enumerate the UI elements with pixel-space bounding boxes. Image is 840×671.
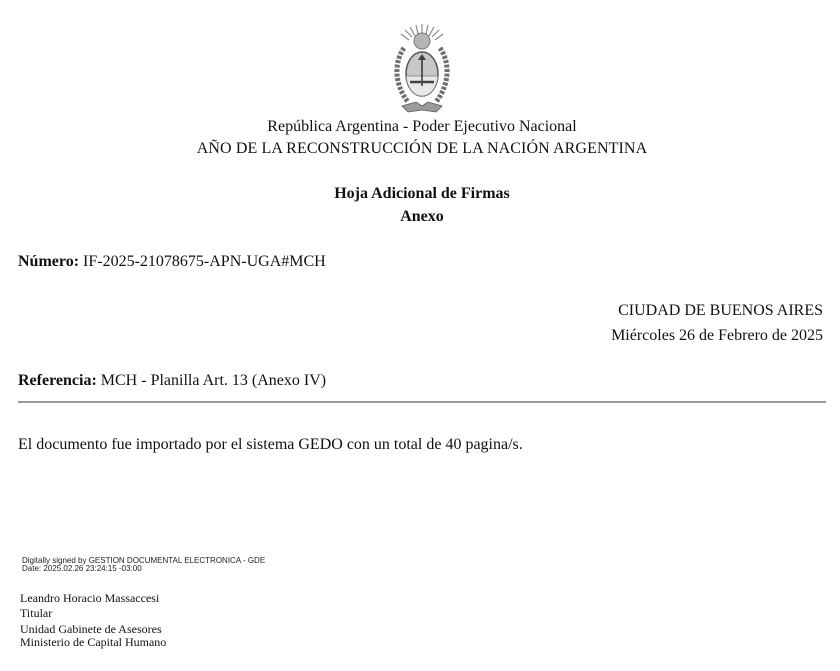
referencia-line <box>18 372 326 390</box>
divider <box>18 401 826 403</box>
numero-line <box>18 253 326 271</box>
referencia-value: MCH - Planilla Art. 13 (Anexo IV) <box>100 372 327 389</box>
page-subtitle: Anexo <box>400 208 444 225</box>
referencia-label: Referencia: <box>18 372 97 389</box>
signer-name: Leandro Horacio Massaccesi <box>20 591 160 605</box>
signature-date: Date: 2025.02.26 23:24:15 -03:00 <box>22 564 142 573</box>
signer-ministry: Ministerio de Capital Humano <box>20 635 167 649</box>
signer-unit: Unidad Gabinete de Asesores <box>20 622 162 636</box>
header-line-1: República Argentina - Poder Ejecutivo Nacional <box>267 118 577 135</box>
header-line-2: AÑO DE LA RECONSTRUCCIÓN DE LA NACIÓN ARGENTINA <box>196 140 648 157</box>
signature-signed-by: Digitally signed by GESTION DOCUMENTAL ELECTRONICA - GDE <box>22 556 266 565</box>
numero-label: Número: <box>18 253 80 270</box>
date-text: Miércoles 26 de Febrero de 2025 <box>611 327 823 344</box>
body-text: El documento fue importado por el sistema GEDO con un total de 40 pagina/s. <box>18 436 523 453</box>
signer-role: Titular <box>20 606 53 620</box>
argentina-coat-of-arms-icon <box>390 22 454 118</box>
numero-value: IF-2025-21078675-APN-UGA#MCH <box>83 253 326 270</box>
city-text: CIUDAD DE BUENOS AIRES <box>618 302 823 319</box>
page-title: Hoja Adicional de Firmas <box>334 185 510 202</box>
